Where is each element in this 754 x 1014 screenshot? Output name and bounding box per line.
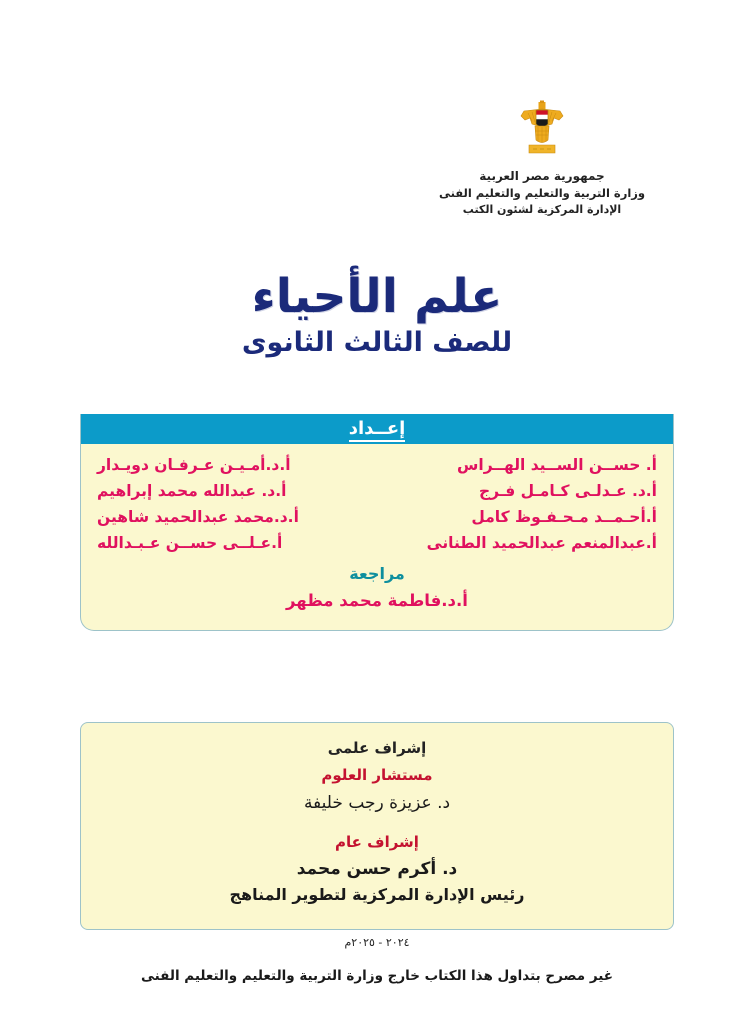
reviewer-name: أ.د.فاطمة محمد مظهر [286,591,468,610]
scientific-supervision-heading: إشراف علمى [327,739,427,757]
preparation-heading-bar [81,414,673,444]
table-row [97,534,657,552]
author-name: أ.د. عبدالله محمد إبراهيم [97,482,287,500]
country-name: جمهورية مصر العربية [479,169,605,183]
authors-box [80,414,674,631]
ministry-name: وزارة التربية والتعليم والتعليم الفنى [438,186,646,201]
distribution-disclaimer: غير مصرح بتداول هذا الكتاب خارج وزارة التربية والتعليم والتعليم الفنى [141,968,613,984]
general-supervisor-role: رئيس الإدارة المركزية لتطوير المناهج [229,885,525,904]
general-supervisor-name: د. أكرم حسن محمد [296,859,458,879]
table-row [97,456,657,474]
author-name: أ. حســن الســيد الهــراس [457,456,657,474]
supervision-box [80,722,674,930]
author-name: أ.د.أمـيـن عـرفـان دويـدار [97,456,291,474]
book-subtitle: للصف الثالث الثانوى [241,327,513,359]
ministry-header [392,100,692,218]
title-block [0,269,754,360]
egypt-eagle-emblem-icon [519,100,565,162]
department-name: الإدارة المركزية لشئون الكتب [462,203,622,217]
author-name: أ.أحـمــد مـحـفـوظ كامل [471,508,657,526]
preparation-heading-text: إعــداد [349,418,406,442]
science-advisor-role: مستشار العلوم [321,766,433,784]
authors-list [81,444,673,630]
general-supervision-heading: إشراف عام [335,833,419,851]
author-name: أ.عبدالمنعم عبدالحميد الطنانى [426,534,657,552]
review-heading: مراجعة [349,564,405,583]
book-title: علم الأحياء [251,269,503,324]
academic-year: ٢٠٢٤ - ٢٠٢٥م [344,936,410,949]
author-name: أ.د.محمد عبدالحميد شاهين [97,508,299,526]
author-name: أ.د. عـدلـى كـامـل فـرج [479,482,657,500]
table-row [97,482,657,500]
table-row [97,508,657,526]
science-advisor-name: د. عزيزة رجب خليفة [303,793,451,813]
author-name: أ.عـلــى حســن عـبـدالله [97,534,283,552]
